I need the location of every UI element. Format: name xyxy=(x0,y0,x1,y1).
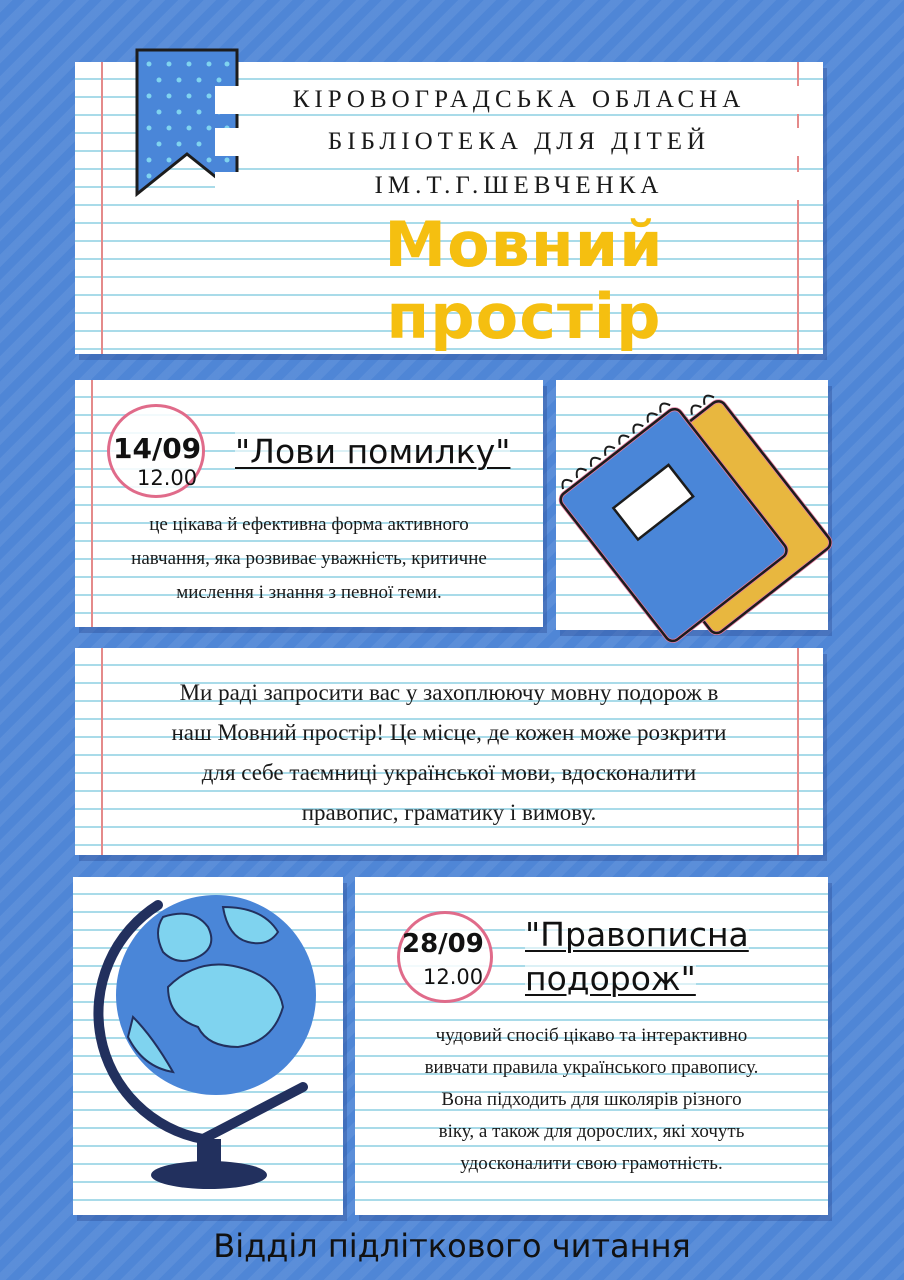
intro-line4: правопис, граматику і вимову. xyxy=(301,800,597,825)
margin-line xyxy=(797,648,799,855)
intro-line2: наш Мовний простір! Це місце, де кожен може розкрити xyxy=(171,720,727,745)
event1-description-line1: це цікава й ефективна форма активного xyxy=(149,514,469,535)
event1-description-line2: навчання, яка розвиває уважність, критичне xyxy=(131,548,487,569)
event2-date: 28/09 xyxy=(402,929,484,959)
department-footer: Відділ підліткового читання xyxy=(213,1227,691,1265)
intro-card xyxy=(75,648,823,855)
event2-title-line1: "Правописна xyxy=(525,915,749,954)
library-name-line1: КІРОВОГРАДСЬКА ОБЛАСНА xyxy=(215,86,823,114)
event2-description-line1: чудовий спосіб цікаво та інтерактивно xyxy=(435,1025,748,1046)
event1-date: 14/09 xyxy=(113,432,202,465)
notebook-card xyxy=(556,380,828,630)
event2-description-line2: вивчати правила українського правопису. xyxy=(424,1057,759,1078)
event2-card xyxy=(355,877,828,1215)
globe-illustration-icon xyxy=(73,877,343,1215)
intro-line1: Ми раді запросити вас у захоплюючу мовну подорож в xyxy=(179,680,719,705)
margin-line xyxy=(101,648,103,855)
page-title-line2: простір xyxy=(386,280,662,353)
event1-card xyxy=(75,380,543,627)
event1-description-line3: мислення і знання з певної теми. xyxy=(176,582,442,603)
margin-line xyxy=(101,62,103,354)
event2-description-line5: удосконалити свою грамотність. xyxy=(460,1153,723,1174)
event2-description-line4: віку, а також для дорослих, які хочуть xyxy=(438,1121,745,1142)
notebooks-illustration-icon xyxy=(526,380,836,650)
page-title-line1: Мовний xyxy=(384,208,664,281)
event2-description-line3: Вона підходить для школярів різного xyxy=(441,1089,742,1110)
header-card xyxy=(75,62,823,354)
event1-title: "Лови помилку" xyxy=(235,432,511,471)
event2-title-line2: подорож" xyxy=(525,959,696,998)
intro-line3: для себе таємниці української мови, вдосконалити xyxy=(201,760,697,785)
event1-time: 12.00 xyxy=(137,466,198,490)
library-name-line3: ІМ.Т.Г.ШЕВЧЕНКА xyxy=(215,172,823,200)
event2-time: 12.00 xyxy=(423,965,484,989)
library-name-line2: БІБЛІОТЕКА ДЛЯ ДІТЕЙ xyxy=(215,128,823,156)
globe-card xyxy=(73,877,343,1215)
